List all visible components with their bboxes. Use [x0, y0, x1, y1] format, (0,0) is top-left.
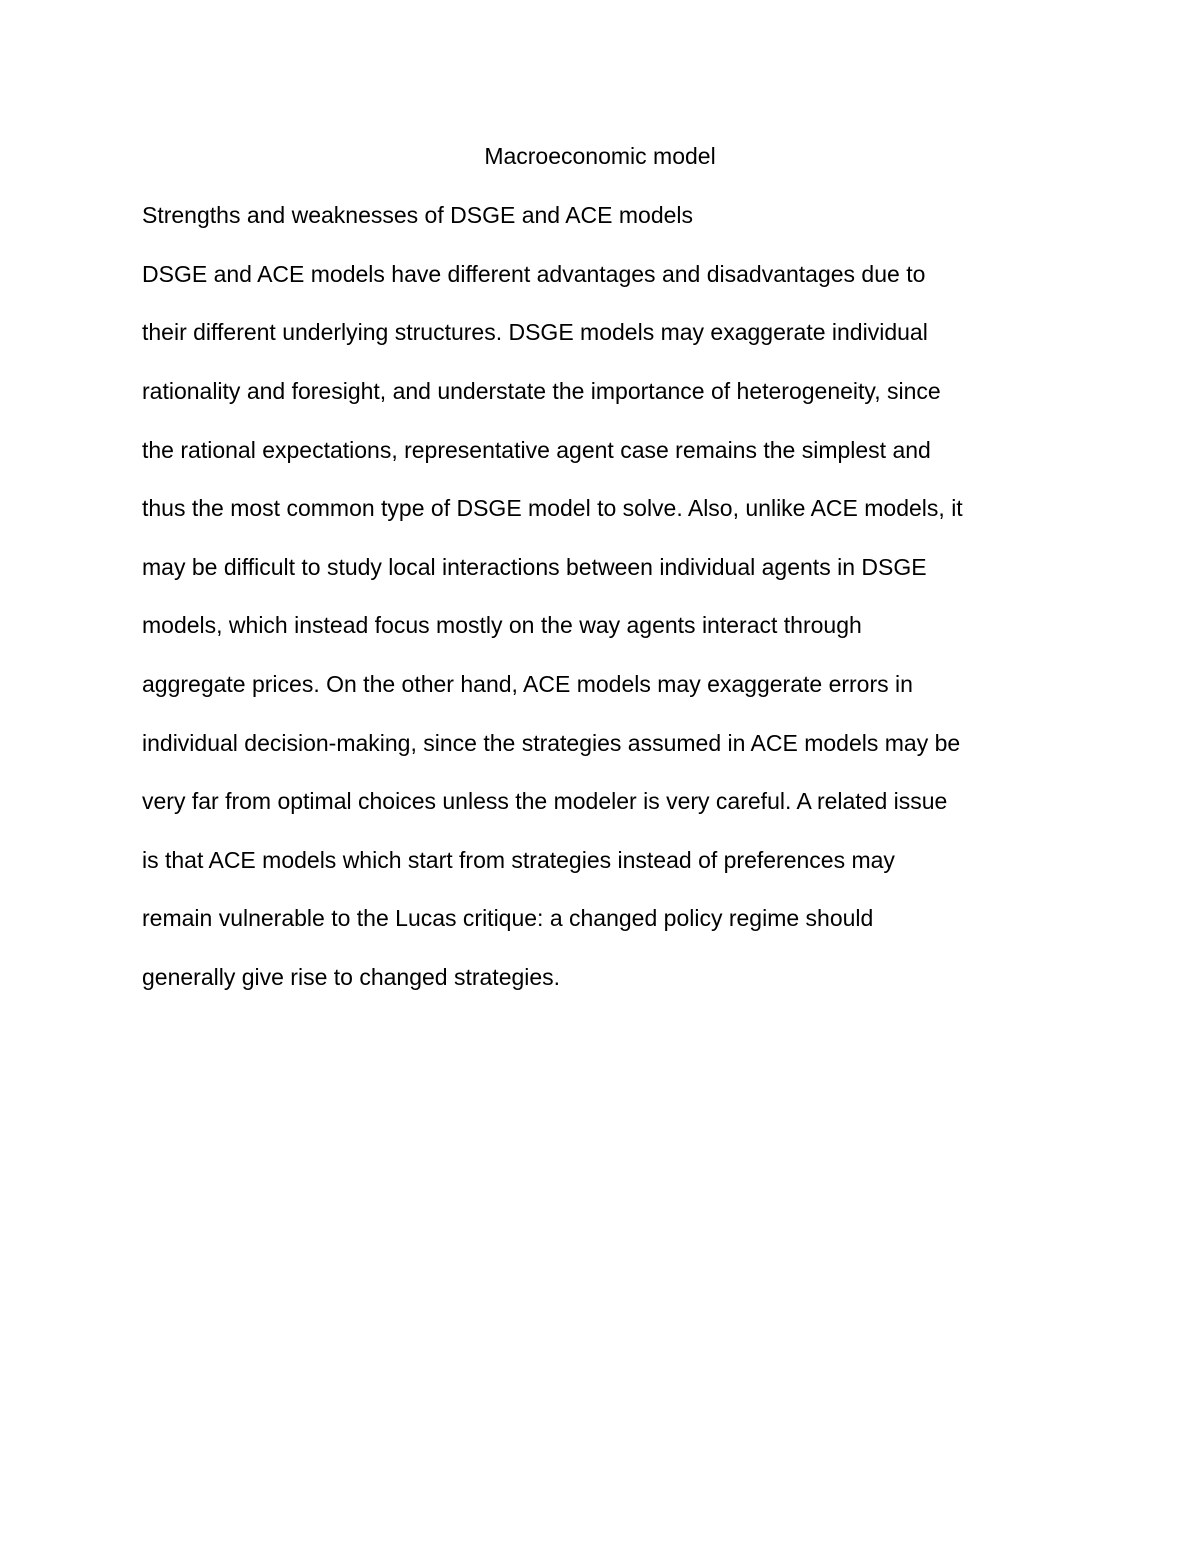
paragraph-line: may be difficult to study local interactions between individual agents in DSGE — [142, 554, 927, 580]
document-title: Macroeconomic model — [484, 143, 716, 169]
paragraph-line: rationality and foresight, and understate the importance of heterogeneity, since — [142, 378, 941, 404]
paragraph-line: DSGE and ACE models have different advantages and disadvantages due to — [142, 261, 926, 287]
paragraph-line: individual decision-making, since the strategies assumed in ACE models may be — [142, 730, 961, 756]
paragraph-line: models, which instead focus mostly on the way agents interact through — [142, 612, 862, 638]
paragraph-line: the rational expectations, representative agent case remains the simplest and — [142, 437, 931, 463]
paragraph-line: is that ACE models which start from strategies instead of preferences may — [142, 847, 895, 873]
paragraph-line: their different underlying structures. DSGE models may exaggerate individual — [142, 319, 928, 345]
section-heading: Strengths and weaknesses of DSGE and ACE models — [142, 202, 694, 228]
paragraph-line: very far from optimal choices unless the modeler is very careful. A related issue — [142, 788, 948, 814]
paragraph-line: generally give rise to changed strategies. — [142, 964, 561, 990]
paragraph-line: thus the most common type of DSGE model to solve. Also, unlike ACE models, it — [142, 495, 963, 521]
paragraph-line: remain vulnerable to the Lucas critique: a changed policy regime should — [142, 905, 874, 931]
paragraph-line: aggregate prices. On the other hand, ACE models may exaggerate errors in — [142, 671, 913, 697]
